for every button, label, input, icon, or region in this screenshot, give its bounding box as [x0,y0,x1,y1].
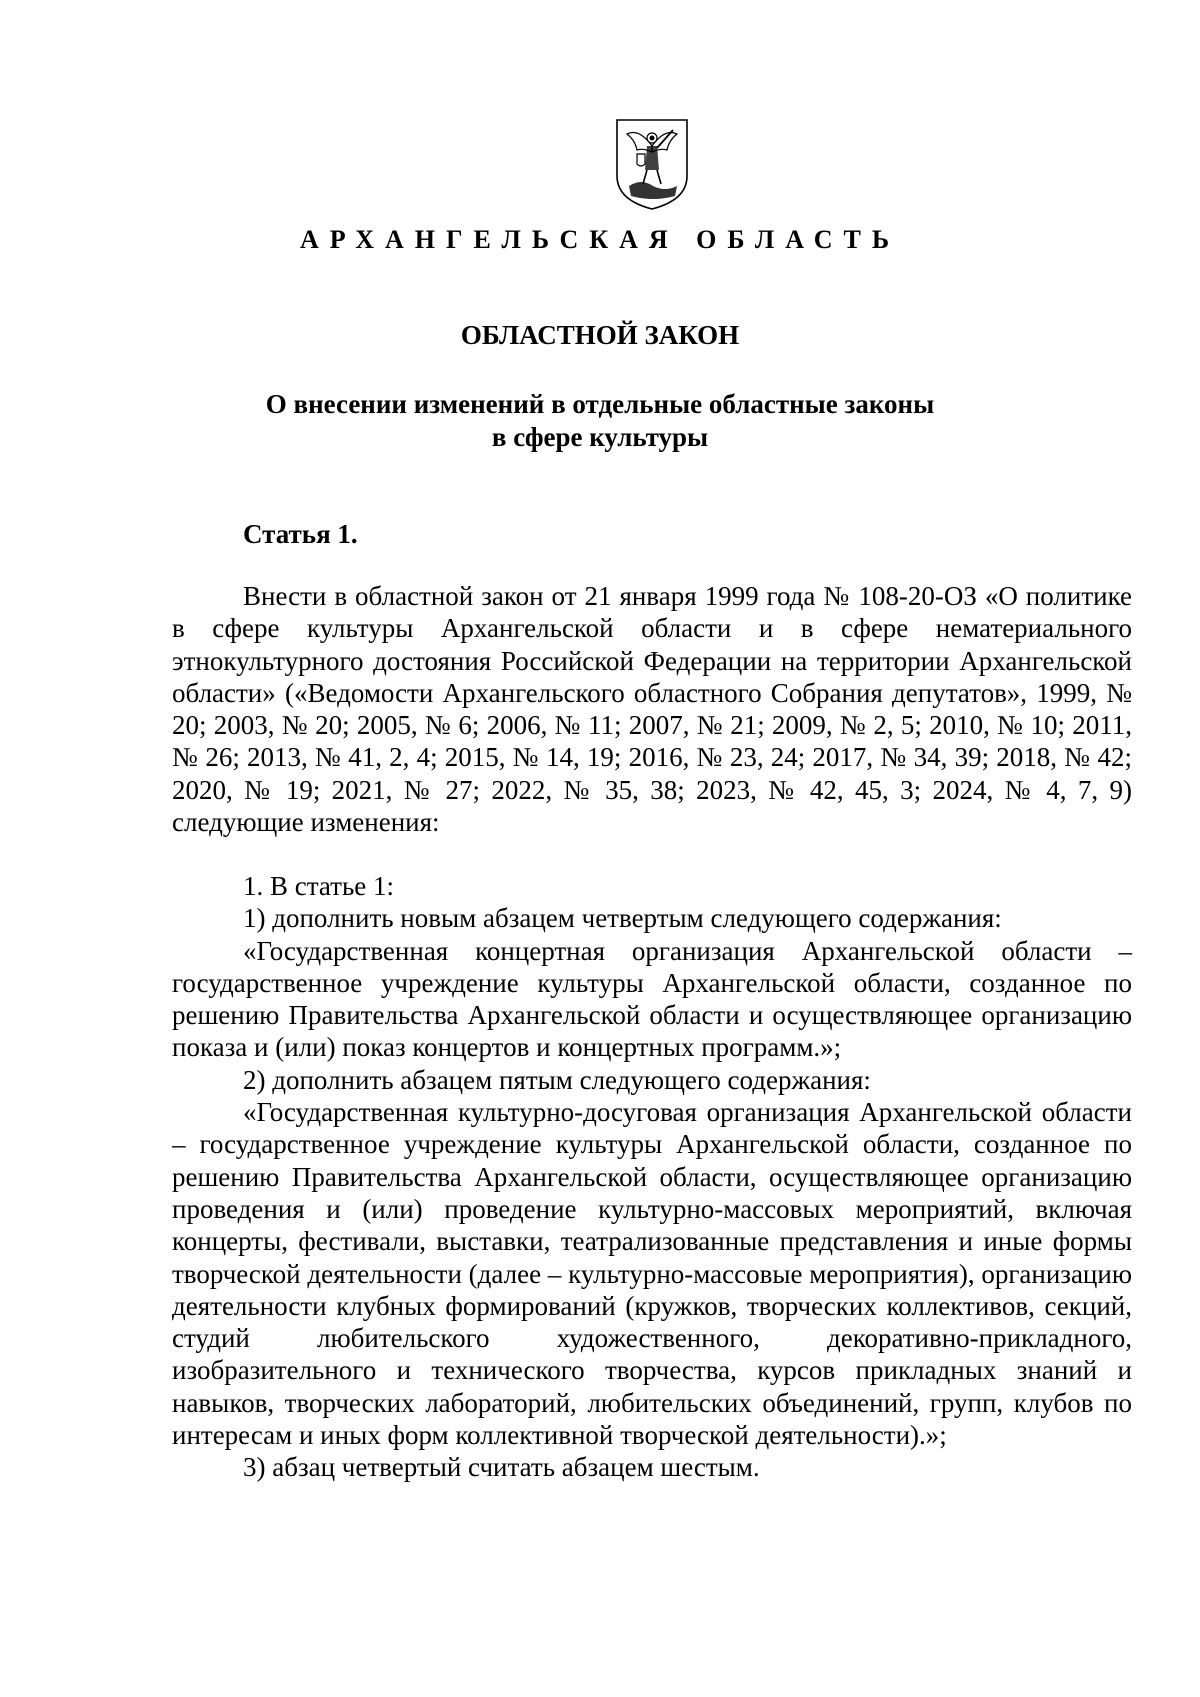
article-heading: Статья 1. [243,519,358,549]
amendment-paragraph: «Государственная концертная организация Архангельской области – государственное учреждение культуры Архангельской области, созданное по решению Правительства Архангельской области и осуществляющее организацию показа и (или) показ концертов и концертных программ.»; [172,935,1132,1063]
amendment-paragraph: 2) дополнить абзацем пятым следующего содержания: [243,1064,871,1095]
document-title [200,388,1000,454]
region-name: АРХАНГЕЛЬСКАЯ ОБЛАСТЬ [299,225,901,254]
amendments-block [172,870,1132,1484]
article-intro-paragraph: Внести в областной закон от 21 января 1999 года № 108-20-ОЗ «О политике в сфере культуры Архангельской области и в сфере нематериального этнокультурного достояния Российской Федерации на территории Архангельской области» («Ведомости Архангельского областного Собрания депутатов», 1999, № 20; 2003, № 20; 2005, № 6; 2006, № 11; 2007, № 21; 2009, № 2, 5; 2010, № 10; 2011, № 26; 2013, № 41, 2, 4; 2015, № 14, 19; 2016, № 23, 24; 2017, № 34, 39; 2018, № 42; 2020, № 19; 2021, № 27; 2022, № 35, 38; 2023, № 42, 45, 3; 2024, № 4, 7, 9) следующие изменения: [172,581,1132,838]
article-intro-block [172,580,1132,838]
arkhangelsk-coat-of-arms-icon [613,116,691,212]
document-title-line-1: О внесении изменений в отдельные областные законы [265,389,935,419]
document-title-line-2: в сфере культуры [491,422,709,452]
amendment-paragraph: 1) дополнить новым абзацем четвертым следующего содержания: [243,903,1002,934]
amendment-paragraph: 1. В статье 1: [243,871,395,901]
amendment-paragraph: «Государственная культурно-досуговая организация Архангельской области – государственное учреждение культуры Архангельской области, созданное по решению Правительства Архангельской области, осуществляющее организацию проведения и (или) проведение культурно-массовых мероприятий, включая концерты, фестивали, выставки, театрализованные представления и иные формы творческой деятельности (далее – культурно-массовые мероприятия), организацию деятельности клубных формирований (кружков, творческих коллективов, секций, студий любительского художественного, декоративно-прикладного, изобразительного и технического творчества, курсов прикладных знаний и навыков, творческих лабораторий, любительских объединений, групп, клубов по интересам и иных форм коллективной творческой деятельности).»; [172,1097,1132,1451]
amendment-paragraph: 3) абзац четвертый считать абзацем шестым. [243,1452,760,1483]
document-type: ОБЛАСТНОЙ ЗАКОН [460,320,740,350]
